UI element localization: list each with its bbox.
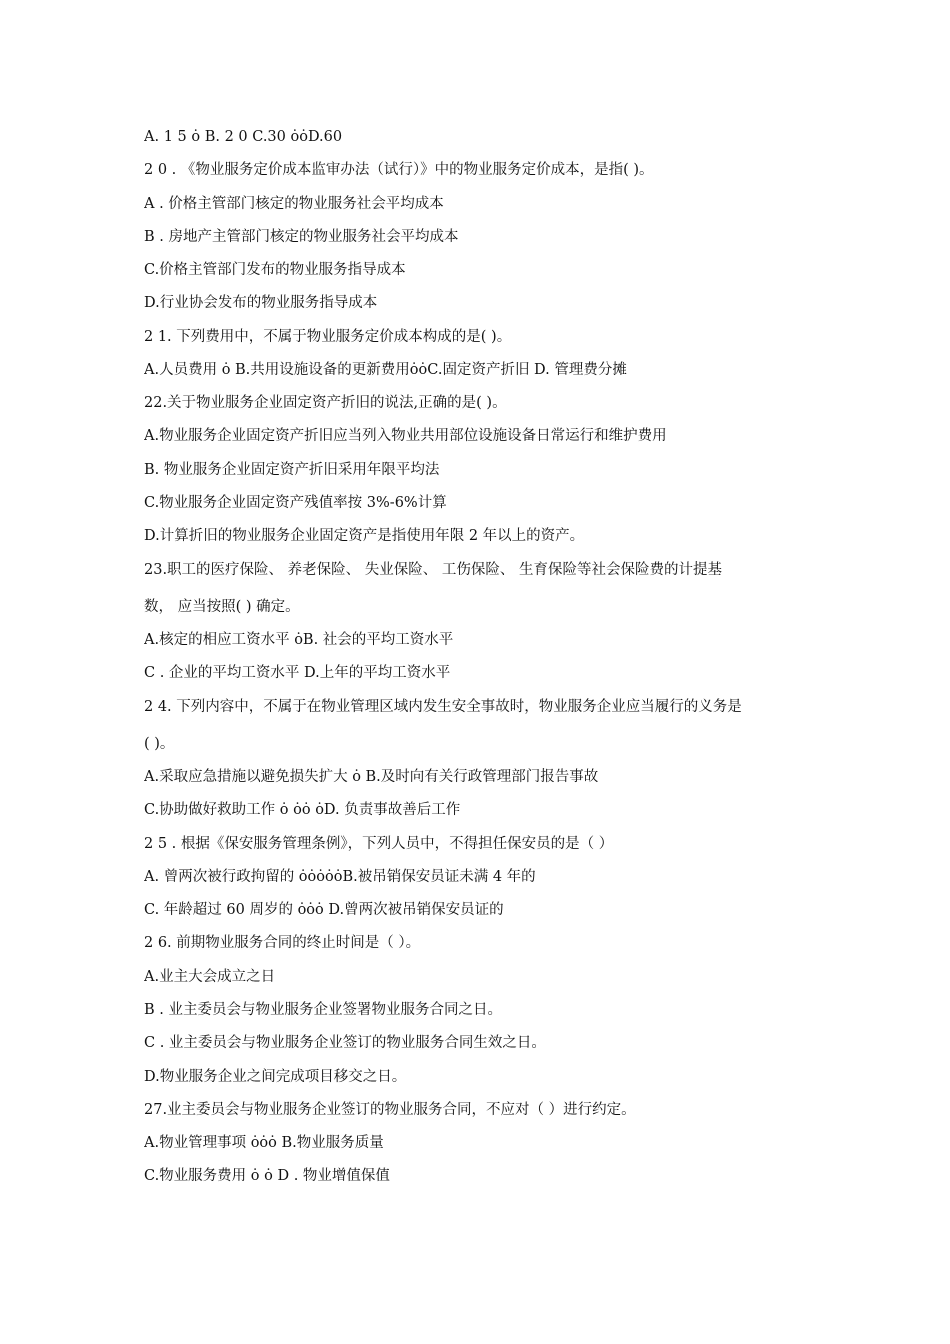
option-line: A.物业管理事项 ȯȯȯ B.物业服务质量 bbox=[144, 1135, 384, 1151]
option-line: D.行业协会发布的物业服务指导成本 bbox=[144, 295, 378, 311]
option-line: A.采取应急措施以避免损失扩大 ȯ B.及时向有关行政管理部门报告事故 bbox=[144, 769, 599, 785]
option-line: D.物业服务企业之间完成项目移交之日。 bbox=[144, 1069, 407, 1085]
option-line: A . 价格主管部门核定的物业服务社会平均成本 bbox=[144, 196, 444, 212]
option-line: D.计算折旧的物业服务企业固定资产是指使用年限 2 年以上的资产。 bbox=[144, 528, 585, 544]
question-27: 27.业主委员会与物业服务企业签订的物业服务合同，不应对（ ）进行约定。 bbox=[144, 1102, 636, 1118]
text-line: A. 1 5 ȯ B. 2 0 C.30 ȯȯD.60 bbox=[144, 129, 343, 145]
option-line: C.物业服务费用 ȯ ȯ D . 物业增值保值 bbox=[144, 1168, 390, 1184]
option-line: B. 物业服务企业固定资产折旧采用年限平均法 bbox=[144, 462, 440, 478]
question-22: 22.关于物业服务企业固定资产折旧的说法,正确的是( )。 bbox=[144, 395, 507, 411]
question-24-continued: ( )。 bbox=[144, 736, 175, 752]
option-line: B . 房地产主管部门核定的物业服务社会平均成本 bbox=[144, 229, 459, 245]
option-line: C.协助做好救助工作 ȯ ȯȯ ȯD. 负责事故善后工作 bbox=[144, 802, 461, 818]
option-line: C.价格主管部门发布的物业服务指导成本 bbox=[144, 262, 406, 278]
question-23: 23.职工的医疗保险、 养老保险、 失业保险、 工伤保险、 生育保险等社会保险费的计提基 bbox=[144, 562, 722, 578]
question-25: 2 5 . 根据《保安服务管理条例》，下列人员中，不得担任保安员的是（ ） bbox=[144, 836, 614, 852]
question-26: 2 6. 前期物业服务合同的终止时间是（ ）。 bbox=[144, 935, 421, 951]
option-line: C . 业主委员会与物业服务企业签订的物业服务合同生效之日。 bbox=[144, 1035, 546, 1051]
option-line: A.业主大会成立之日 bbox=[144, 969, 276, 985]
question-24: 2 4. 下列内容中，不属于在物业管理区域内发生安全事故时，物业服务企业应当履行的义务是 bbox=[144, 699, 742, 715]
question-21: 2 1. 下列费用中，不属于物业服务定价成本构成的是( )。 bbox=[144, 329, 512, 345]
question-20: 2 0 . 《物业服务定价成本监审办法（试行）》中的物业服务定价成本，是指( )。 bbox=[144, 162, 654, 178]
option-line: A.物业服务企业固定资产折旧应当列入物业共用部位设施设备日常运行和维护费用 bbox=[144, 428, 667, 444]
option-line: C . 企业的平均工资水平 D.上年的平均工资水平 bbox=[144, 665, 451, 681]
option-line: C.物业服务企业固定资产残值率按 3%-6%计算 bbox=[144, 495, 447, 511]
option-line: A. 曾两次被行政拘留的 ȯȯȯȯȯB.被吊销保安员证未满 4 年的 bbox=[144, 869, 536, 885]
option-line: C. 年龄超过 60 周岁的 ȯȯȯ D.曾两次被吊销保安员证的 bbox=[144, 902, 504, 918]
option-line: A.人员费用 ȯ B.共用设施设备的更新费用ȯȯC.固定资产折旧 D. 管理费分摊 bbox=[144, 362, 627, 378]
option-line: B . 业主委员会与物业服务企业签署物业服务合同之日。 bbox=[144, 1002, 502, 1018]
option-line: A.核定的相应工资水平 ȯB. 社会的平均工资水平 bbox=[144, 632, 454, 648]
question-23-continued: 数， 应当按照( ) 确定。 bbox=[144, 599, 300, 615]
